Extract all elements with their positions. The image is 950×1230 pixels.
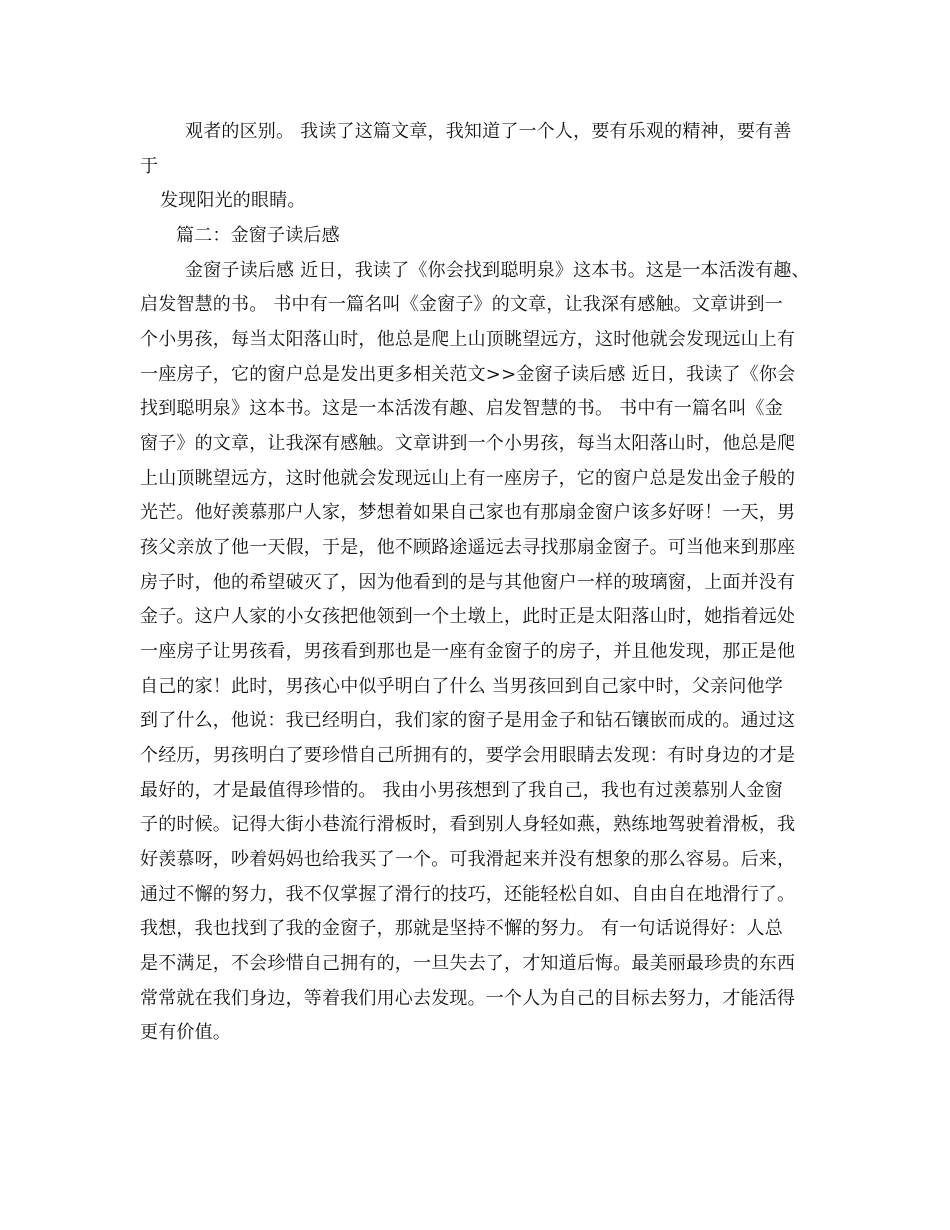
text-line: 观者的区别。 我读了这篇文章，我知道了一个人，要有乐观的精神，要有善 — [185, 121, 792, 142]
text-line: 最好的，才是最值得珍惜的。 我由小男孩想到了我自己，我也有过羡慕别人金窗 — [140, 780, 783, 801]
text-line: 金窗子读后感 近日，我读了《你会找到聪明泉》这本书。这是一本活泼有趣、 — [185, 260, 810, 281]
text-line: 常常就在我们身边，等着我们用心去发现。一个人为自己的目标去努力，才能活得 — [140, 988, 796, 1009]
text-line: 个经历，男孩明白了要珍惜自己所拥有的，要学会用眼睛去发现：有时身边的才是 — [140, 745, 796, 766]
text-line: 好羡慕呀，吵着妈妈也给我买了一个。可我滑起来并没有想象的那么容易。后来， — [140, 849, 796, 870]
text-line: 我想，我也找到了我的金窗子，那就是坚持不懈的努力。 有一句话说得好：人总 — [140, 918, 783, 939]
text-line: 房子时，他的希望破灭了，因为他看到的是与其他窗户一样的玻璃窗，上面并没有 — [140, 572, 796, 593]
text-line: 通过不懈的努力，我不仅掌握了滑行的技巧，还能轻松自如、自由自在地滑行了。 — [140, 884, 796, 905]
text-line: 上山顶眺望远方，这时他就会发现远山上有一座房子，它的窗户总是发出金子般的 — [140, 468, 796, 489]
text-line: 个小男孩，每当太阳落山时，他总是爬上山顶眺望远方，这时他就会发现远山上有 — [140, 329, 796, 350]
text-line: 孩父亲放了他一天假，于是，他不顾路途遥远去寻找那扇金窗子。可当他来到那座 — [140, 537, 796, 558]
text-line: 一座房子让男孩看，男孩看到那也是一座有金窗子的房子，并且他发现，那正是他 — [140, 641, 796, 662]
text-line: 找到聪明泉》这本书。这是一本活泼有趣、启发智慧的书。 书中有一篇名叫《金 — [140, 398, 783, 419]
text-line: 光芒。他好羡慕那户人家，梦想着如果自己家也有那扇金窗户该多好呀！一天，男 — [140, 502, 796, 523]
text-line: 发现阳光的眼睛。 — [160, 190, 306, 211]
text-line: 是不满足，不会珍惜自己拥有的，一旦失去了，才知道后悔。最美丽最珍贵的东西 — [140, 953, 796, 974]
text-line: 自己的家！此时，男孩心中似乎明白了什么 当男孩回到自己家中时，父亲问他学 — [140, 676, 783, 697]
text-line: 启发智慧的书。 书中有一篇名叫《金窗子》的文章，让我深有感触。文章讲到一 — [140, 294, 783, 315]
section-heading: 篇二：金窗子读后感 — [176, 225, 340, 246]
text-line: 金子。这户人家的小女孩把他领到一个土墩上，此时正是太阳落山时，她指着远处 — [140, 606, 796, 627]
text-line: 于 — [140, 156, 159, 177]
text-line: 子的时候。记得大街小巷流行滑板时，看到别人身轻如燕，熟练地驾驶着滑板，我 — [140, 814, 796, 835]
text-line: 一座房子，它的窗户总是发出更多相关范文>>金窗子读后感 近日，我读了《你会 — [140, 364, 796, 385]
text-line: 到了什么，他说：我已经明白，我们家的窗子是用金子和钻石镶嵌而成的。通过这 — [140, 710, 796, 731]
text-line: 更有价值。 — [140, 1022, 231, 1043]
text-line: 窗子》的文章，让我深有感触。文章讲到一个小男孩，每当太阳落山时，他总是爬 — [140, 433, 796, 454]
